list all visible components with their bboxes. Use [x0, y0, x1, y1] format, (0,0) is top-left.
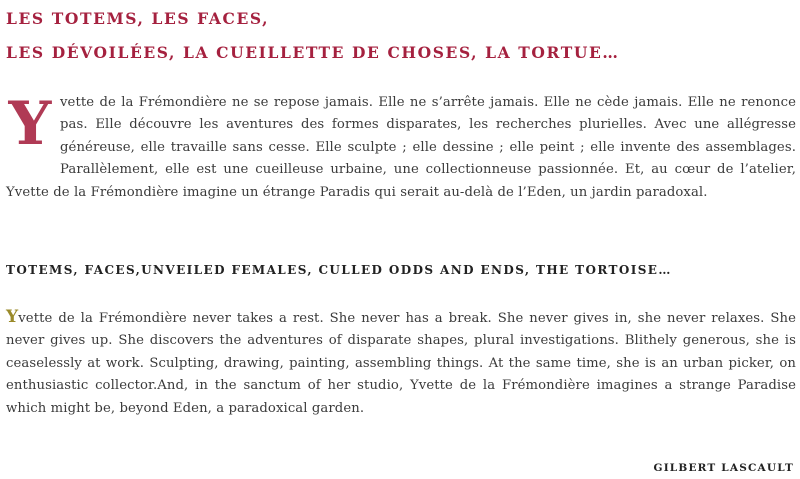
author-signature: GILBERT LASCAULT [653, 462, 794, 474]
french-heading-line-2: LES DÉVOILÉES, LA CUEILLETTE DE CHOSES, LA TORTUE… [6, 43, 620, 62]
text-page [6, 0, 794, 479]
french-drop-cap: Y [8, 89, 52, 159]
english-body-text: vette de la Frémondière never takes a rest. She never has a break. She never gives in, she never relaxes. She never gives up. She discovers the adventures of disparate shapes, plural investigations. Blithely generous, she is ceaselessly at work. Sculpting, drawing, painting, assembling things. At the same time, she is an urban picker, on enthusiastic collector.And, in the sanctum of her studio, Yvette de la Frémondière imagines a strange Paradise which might be, beyond Eden, a paradoxical garden. [6, 311, 796, 416]
english-paragraph [6, 306, 796, 420]
french-heading [6, 2, 794, 70]
english-heading: TOTEMS, FACES,UNVEILED FEMALES, CULLED ODDS AND ENDS, THE TORTOISE… [6, 263, 672, 277]
french-body-text: vette de la Frémondière ne se repose jamais. Elle ne s’arrête jamais. Elle ne cède jamais. Elle ne renonce pas. Elle découvre les aventures des formes disparates, les recherches plurielles. Avec une allégresse généreuse, elle travaille sans cesse. Elle sculpte ; elle dessine ; elle peint ; elle invente des assemblages. Parallèlement, elle est une cueilleuse urbaine, une collectionneuse passionnée. Et, au cœur de l’atelier, Yvette de la Frémondière imagine un étrange Paradis qui serait au-delà de l’Eden, un jardin paradoxal. [6, 95, 796, 200]
french-paragraph [6, 89, 796, 204]
english-drop-cap: Y [6, 307, 19, 327]
french-heading-line-1: LES TOTEMS, LES FACES, [6, 9, 270, 28]
